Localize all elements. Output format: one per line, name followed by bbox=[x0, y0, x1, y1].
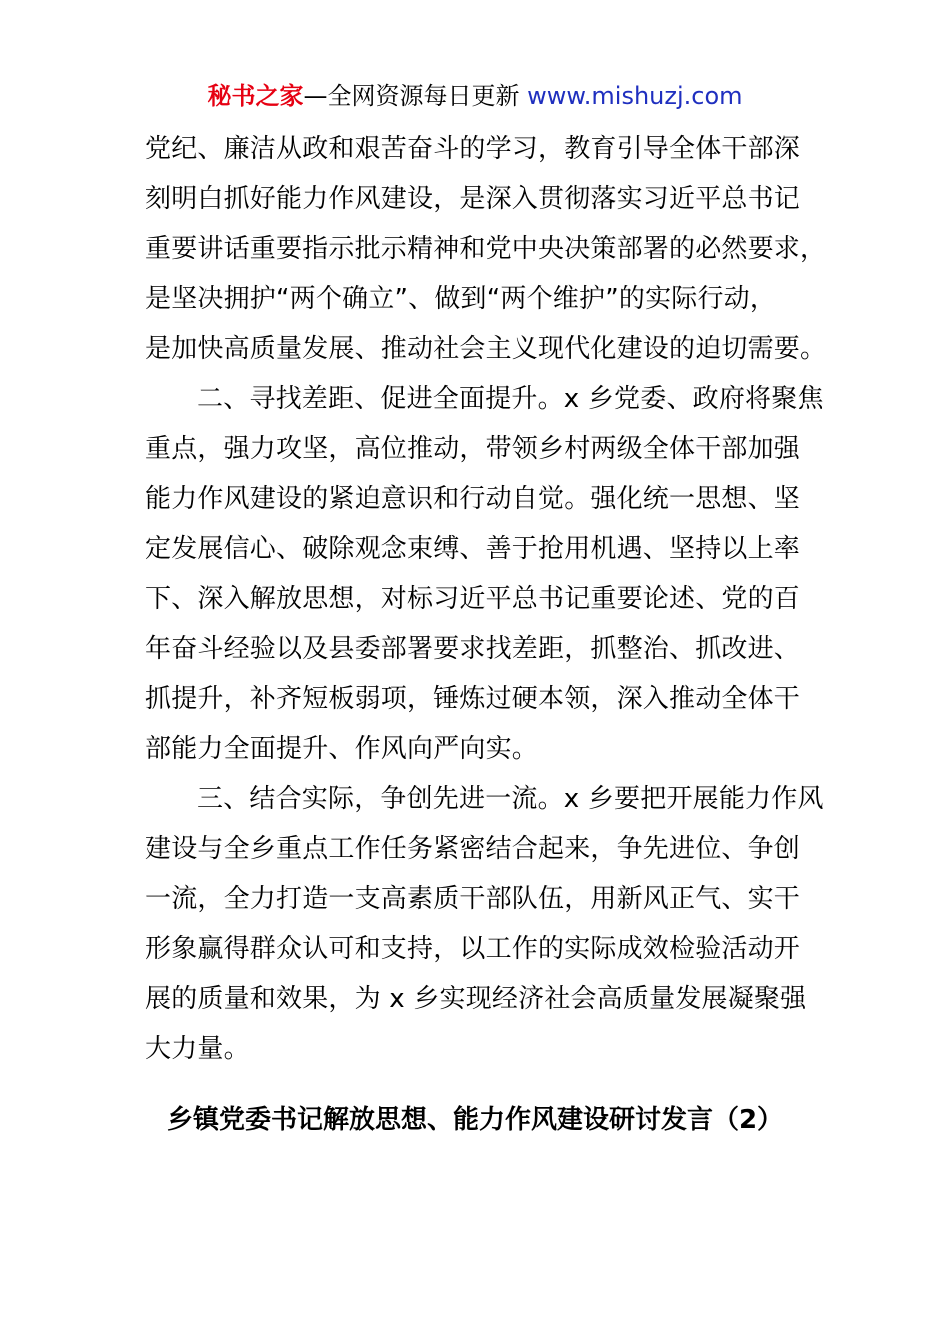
header-tagline: —全网资源每日更新 bbox=[303, 82, 520, 110]
body-line: 定发展信心、破除观念束缚、善于抢用机遇、坚持以上率 bbox=[145, 534, 801, 564]
body-line: 下、深入解放思想，对标习近平总书记重要论述、党的百 bbox=[145, 584, 801, 614]
paragraph-start-line: 二、寻找差距、促进全面提升。x 乡党委、政府将聚焦 bbox=[197, 384, 824, 414]
brand-name: 秘书之家 bbox=[207, 82, 304, 110]
section-title: 乡镇党委书记解放思想、能力作风建设研讨发言（2） bbox=[166, 1105, 784, 1135]
body-line: 重要讲话重要指示批示精神和党中央决策部署的必然要求， bbox=[145, 234, 827, 264]
body-line: 展的质量和效果，为 x 乡实现经济社会高质量发展凝聚强 bbox=[145, 984, 807, 1014]
body-line: 是加快高质量发展、推动社会主义现代化建设的迫切需要。 bbox=[145, 334, 827, 364]
document-body bbox=[145, 124, 827, 1074]
body-line: 能力作风建设的紧迫意识和行动自觉。强化统一思想、坚 bbox=[145, 484, 801, 514]
body-line: 形象赢得群众认可和支持，以工作的实际成效检验活动开 bbox=[145, 934, 801, 964]
site-url-link[interactable]: www.mishuzj.com bbox=[527, 82, 743, 110]
body-line: 一流，全力打造一支高素质干部队伍，用新风正气、实干 bbox=[145, 884, 801, 914]
body-line: 部能力全面提升、作风向严向实。 bbox=[145, 734, 539, 764]
page-header bbox=[0, 80, 950, 112]
body-line: 党纪、廉洁从政和艰苦奋斗的学习，教育引导全体干部深 bbox=[145, 134, 801, 164]
body-line: 重点，强力攻坚，高位推动，带领乡村两级全体干部加强 bbox=[145, 434, 801, 464]
body-line: 抓提升，补齐短板弱项，锤炼过硬本领，深入推动全体干 bbox=[145, 684, 801, 714]
body-line: 建设与全乡重点工作任务紧密结合起来，争先进位、争创 bbox=[145, 834, 801, 864]
paragraph-start-line: 三、结合实际，争创先进一流。x 乡要把开展能力作风 bbox=[197, 784, 824, 814]
body-line: 刻明白抓好能力作风建设，是深入贯彻落实习近平总书记 bbox=[145, 184, 801, 214]
body-line: 大力量。 bbox=[145, 1034, 250, 1064]
body-line: 是坚决拥护“两个确立”、做到“两个维护”的实际行动， bbox=[145, 284, 777, 314]
body-line: 年奋斗经验以及县委部署要求找差距，抓整治、抓改进、 bbox=[145, 634, 801, 664]
